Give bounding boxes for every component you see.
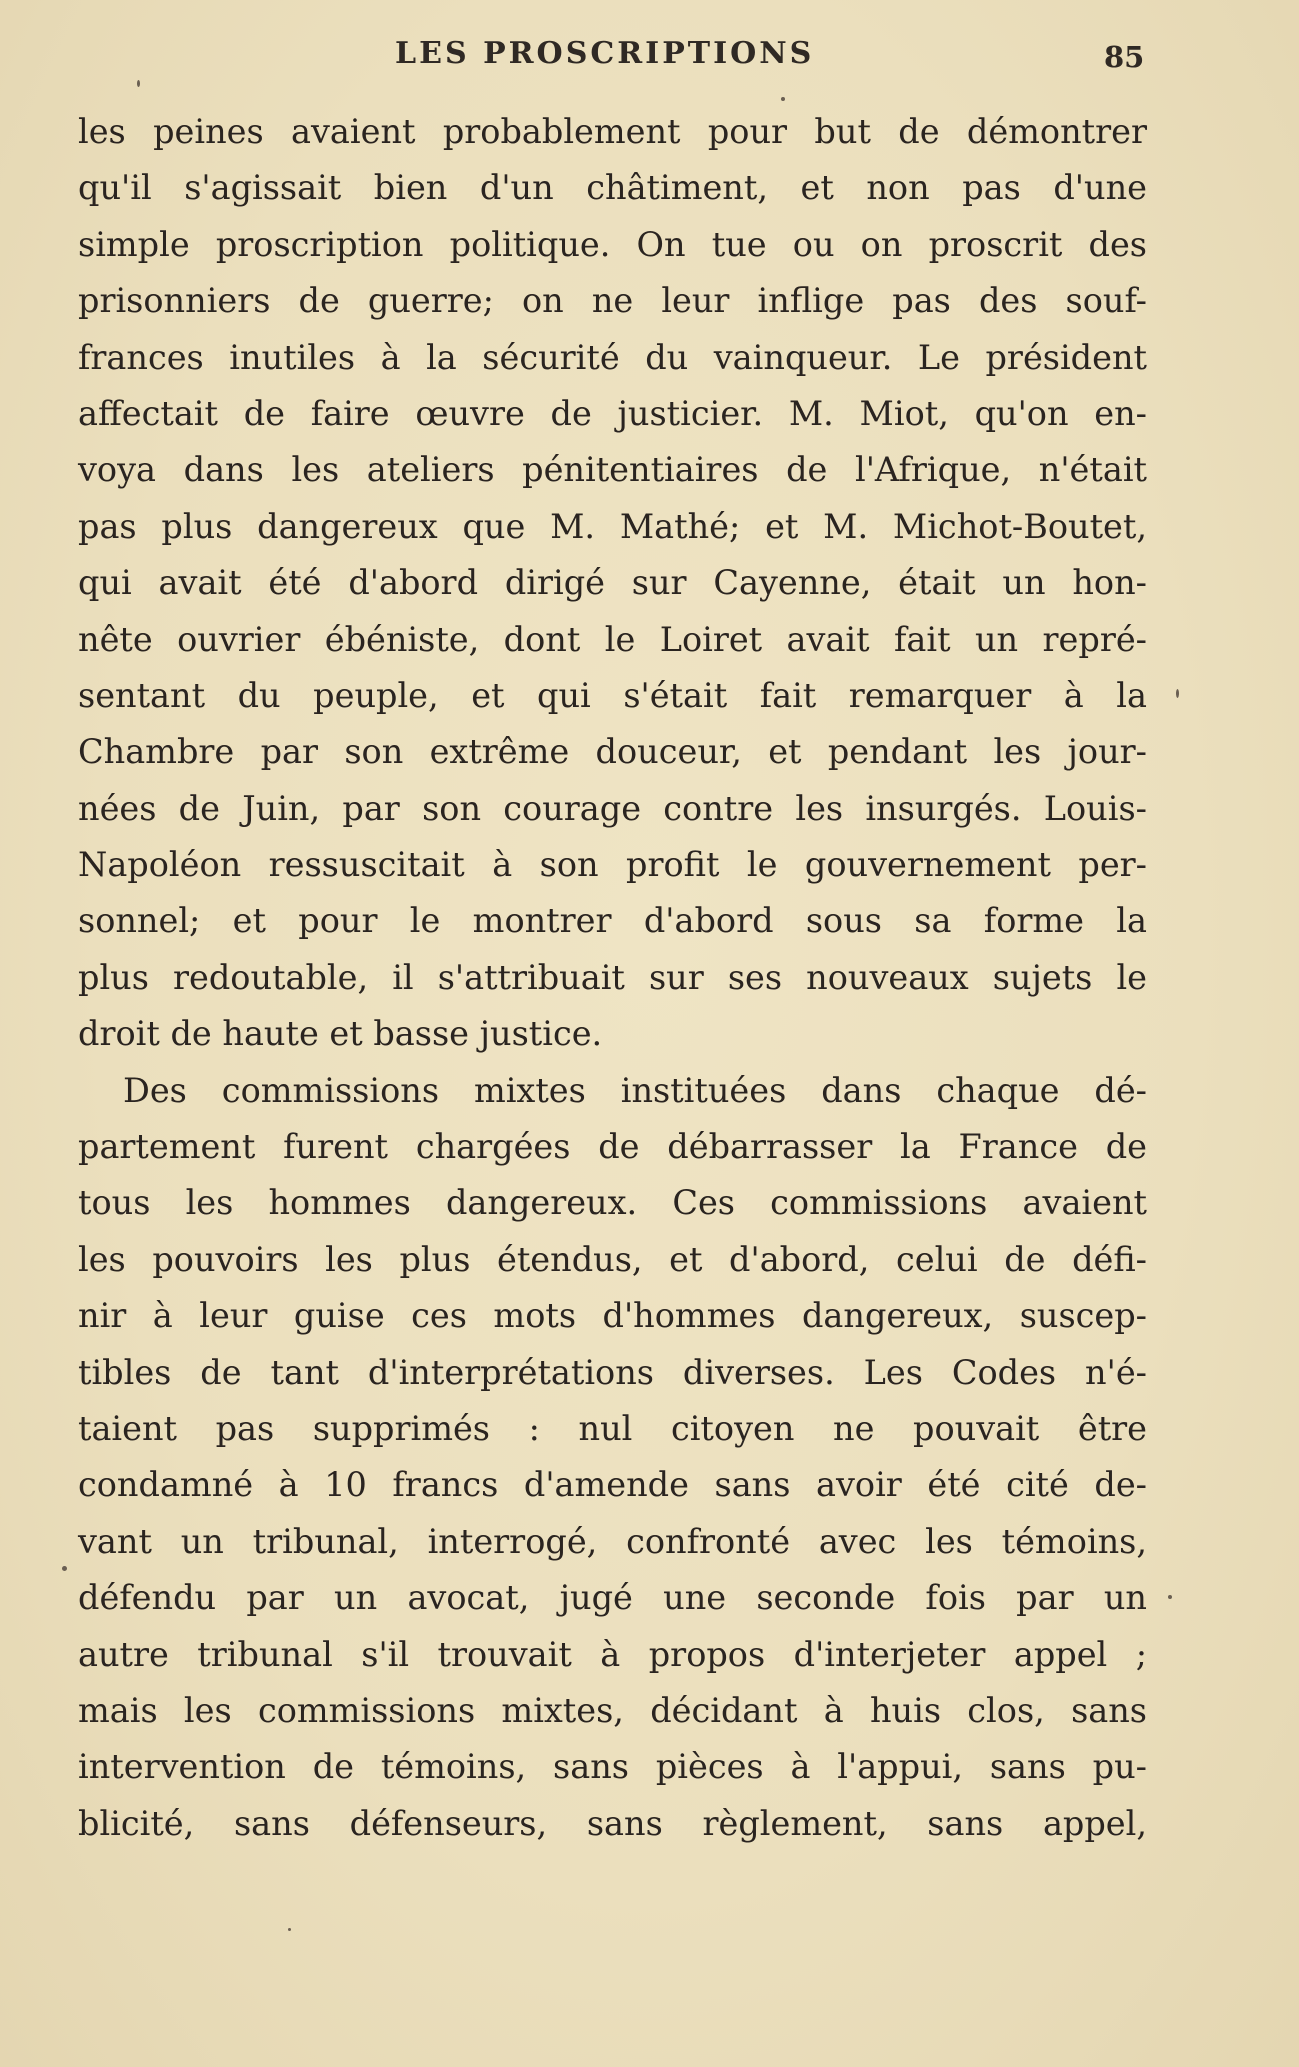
text-line: condamné à 10 francs d'amende sans avoir été cité de- [78,1465,1147,1505]
text-line: droit de haute et basse justice. [78,1014,603,1054]
text-line: affectait de faire œuvre de justicier. M. Miot, qu'on en- [78,393,1147,433]
ink-speck [1176,689,1179,698]
text-line: voya dans les ateliers pénitentiaires de l'Afrique, n'était [78,450,1147,490]
text-line: Chambre par son extrême douceur, et pendant les jour- [78,732,1147,772]
text-line: mais les commissions mixtes, décidant à huis clos, sans [78,1690,1147,1730]
page-number: 85 [1104,40,1145,74]
text-line: Napoléon ressuscitait à son profit le gouvernement per- [78,845,1147,885]
text-line: plus redoutable, il s'attribuait sur ses nouveaux sujets le [78,957,1147,997]
text-line: nête ouvrier ébéniste, dont le Loiret avait fait un repré- [78,619,1147,659]
text-line: intervention de témoins, sans pièces à l'appui, sans pu- [78,1747,1147,1787]
text-line: taient pas supprimés : nul citoyen ne pouvait être [78,1408,1147,1448]
text-line: prisonniers de guerre; on ne leur inflige pas des souf- [78,281,1147,321]
text-line: sentant du peuple, et qui s'était fait remarquer à la [78,675,1147,715]
text-line: qui avait été d'abord dirigé sur Cayenne, était un hon- [78,563,1147,603]
paragraph-1 [78,104,1147,1063]
text-line: sonnel; et pour le montrer d'abord sous sa forme la [78,901,1147,941]
ink-speck [137,80,140,87]
text-line: frances inutiles à la sécurité du vainqueur. Le président [78,337,1147,377]
paragraph-2 [78,1063,1147,1852]
text-line: autre tribunal s'il trouvait à propos d'interjeter appel ; [78,1634,1147,1674]
ink-speck [781,97,785,101]
text-line: qu'il s'agissait bien d'un châtiment, et non pas d'une [78,168,1147,208]
text-line: nir à leur guise ces mots d'hommes dangereux, suscep- [78,1296,1147,1336]
body-text [78,104,1147,1852]
ink-speck [288,1928,291,1931]
running-title: LES PROSCRIPTIONS [395,36,815,71]
text-line: les peines avaient probablement pour but de démontrer [78,112,1147,151]
text-line: nées de Juin, par son courage contre les insurgés. Louis- [78,788,1147,828]
text-line: vant un tribunal, interrogé, confronté avec les témoins, [78,1521,1147,1561]
ink-speck [62,1566,67,1571]
text-line: pas plus dangereux que M. Mathé; et M. Michot-Boutet, [78,506,1147,546]
text-line: blicité, sans défenseurs, sans règlement, sans appel, [78,1803,1147,1843]
text-line: simple proscription politique. On tue ou on proscrit des [78,224,1147,264]
text-line: tibles de tant d'interprétations diverses. Les Codes n'é- [78,1352,1147,1392]
ink-speck [1168,1595,1172,1599]
text-line: tous les hommes dangereux. Ces commissions avaient [78,1183,1147,1223]
text-line: partement furent chargées de débarrasser la France de [78,1127,1147,1167]
text-line: les pouvoirs les plus étendus, et d'abord, celui de défi- [78,1239,1147,1279]
text-line: Des commissions mixtes instituées dans chaque dé- [123,1070,1147,1110]
text-line: défendu par un avocat, jugé une seconde fois par un [78,1578,1147,1618]
